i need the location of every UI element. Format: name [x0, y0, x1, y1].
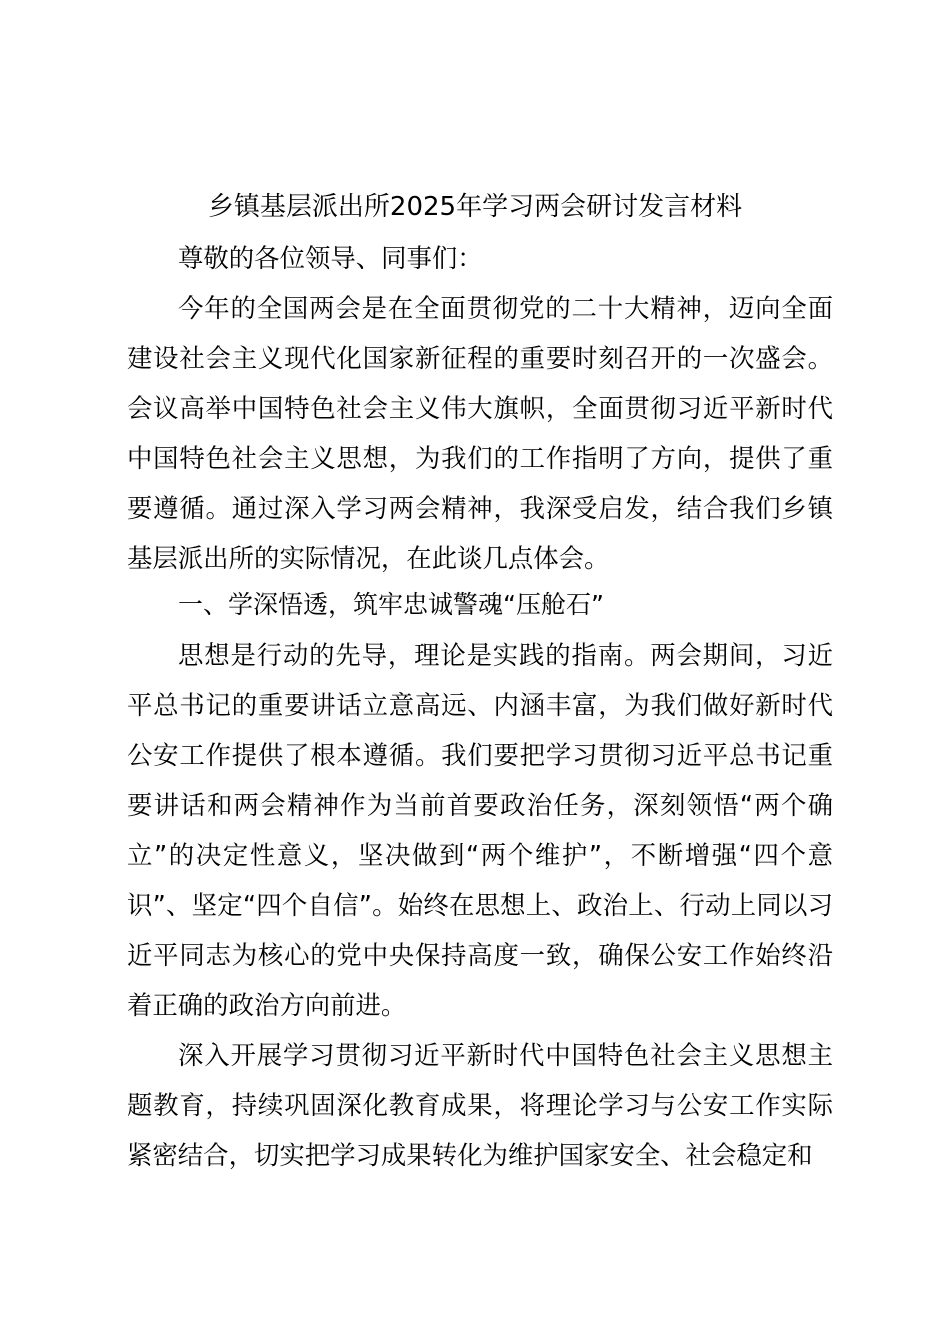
section-heading: 一、学深悟透，筑牢忠诚警魂“压舱石” [178, 590, 604, 619]
paragraph-section-2: 深入开展学习贯彻习近平新时代中国特色社会主义思想主题教育，持续巩固深化教育成果，将理论学习与公安工作实际紧密结合，切实把学习成果转化为维护国家安全、社会稳定和 [127, 1040, 833, 1170]
paragraph-section-1: 思想是行动的先导，理论是实践的指南。两会期间，习近平总书记的重要讲话立意高远、内涵丰富，为我们做好新时代公安工作提供了根本遵循。我们要把学习贯彻习近平总书记重要讲话和两会精神作为当前首要政治任务，深刻领悟“两个确立”的决定性意义，坚决做到“两个维护”，不断增强“四个意识”、坚定“四个自信”。始终在思想上、政治上、行动上同以习近平同志为核心的党中央保持高度一致，确保公安工作始终沿着正确的政治方向前进。 [127, 640, 833, 1020]
salutation: 尊敬的各位领导、同事们： [178, 243, 483, 273]
paragraph-intro: 今年的全国两会是在全面贯彻党的二十大精神，迈向全面建设社会主义现代化国家新征程的重要时刻召开的一次盛会。会议高举中国特色社会主义伟大旗帜，全面贯彻习近平新时代中国特色社会主义思想，为我们的工作指明了方向，提供了重要遵循。通过深入学习两会精神，我深受启发，结合我们乡镇基层派出所的实际情况，在此谈几点体会。 [127, 293, 833, 573]
document-title: 乡镇基层派出所2025年学习两会研讨发言材料 [207, 192, 743, 222]
